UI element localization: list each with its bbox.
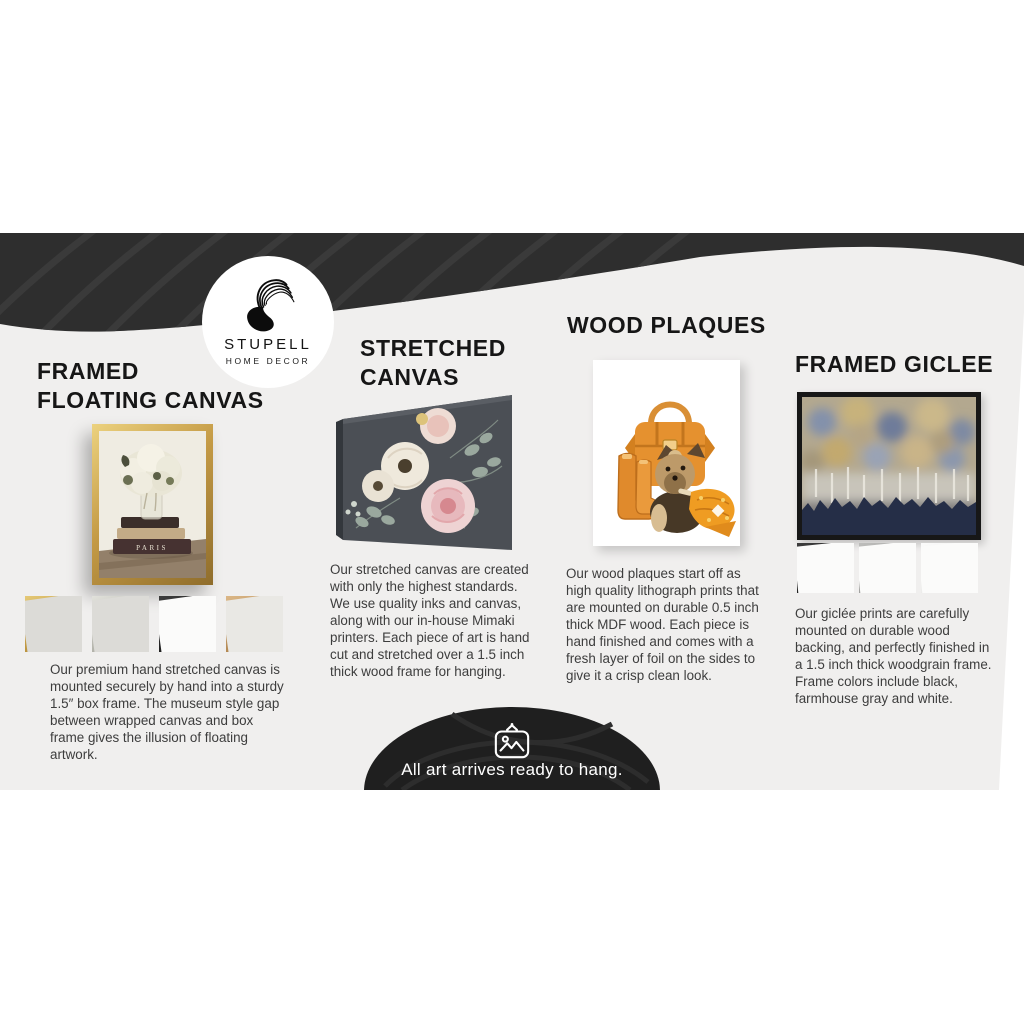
swatch-black bbox=[159, 596, 216, 652]
section-description-wood-plaques: Our wood plaques start off as high quality lithograph prints that are mounted on durable 0.5 inch thick MDF wood. Each piece is hand finished and comes with a fresh layer of foil on the sides to give it a crisp clean look. bbox=[566, 566, 759, 683]
section-description-stretched-canvas: Our stretched canvas are created with only the highest standards. We use quality inks and canvas, along with our in-house Mimaki printers. Each piece of art is hand cut and stretched over a 1.5 inch thick wood frame for hanging. bbox=[330, 562, 530, 679]
stretched-canvas-image bbox=[330, 388, 522, 556]
swatch-bronze bbox=[226, 596, 283, 652]
section-description-framed-floating-canvas: Our premium hand stretched canvas is mounted securely by hand into a sturdy 1.5″ box frame. The museum style gap between wrapped canvas and box frame gives the illusion of floating artwork. bbox=[50, 662, 284, 762]
swatch-black-frame bbox=[797, 543, 854, 593]
framed-floating-canvas-image bbox=[92, 424, 213, 585]
section-title-stretched-canvas: STRETCHED CANVAS bbox=[360, 335, 506, 390]
wood-plaque-image bbox=[593, 360, 740, 546]
swatch-white-frame bbox=[921, 543, 978, 593]
swatch-gold bbox=[25, 596, 82, 652]
frame-color-swatches-giclee bbox=[797, 543, 978, 593]
stupell-swirl-s-logo-icon bbox=[229, 264, 307, 338]
section-title-framed-floating-canvas: FRAMED FLOATING CANVAS bbox=[37, 358, 264, 413]
framed-giclee-image bbox=[797, 392, 981, 540]
brand-name: STUPELL bbox=[224, 336, 312, 353]
swatch-silver bbox=[92, 596, 149, 652]
framed-picture-icon bbox=[488, 722, 536, 760]
frame-color-swatches-floating bbox=[25, 596, 283, 652]
footer-message: All art arrives ready to hang. bbox=[401, 760, 623, 779]
brand-tagline: HOME DECOR bbox=[225, 356, 311, 366]
section-title-wood-plaques: WOOD PLAQUES bbox=[567, 312, 766, 338]
section-description-framed-giclee: Our giclée prints are carefully mounted on durable wood backing, and perfectly finished in a 1.5 inch thick woodgrain frame. Frame colors include black, farmhouse gray and white. bbox=[795, 606, 992, 706]
swatch-farmhouse-gray-frame bbox=[859, 543, 916, 593]
book-spine-label: PARIS bbox=[136, 544, 168, 552]
section-title-framed-giclee: FRAMED GICLEE bbox=[795, 351, 994, 377]
